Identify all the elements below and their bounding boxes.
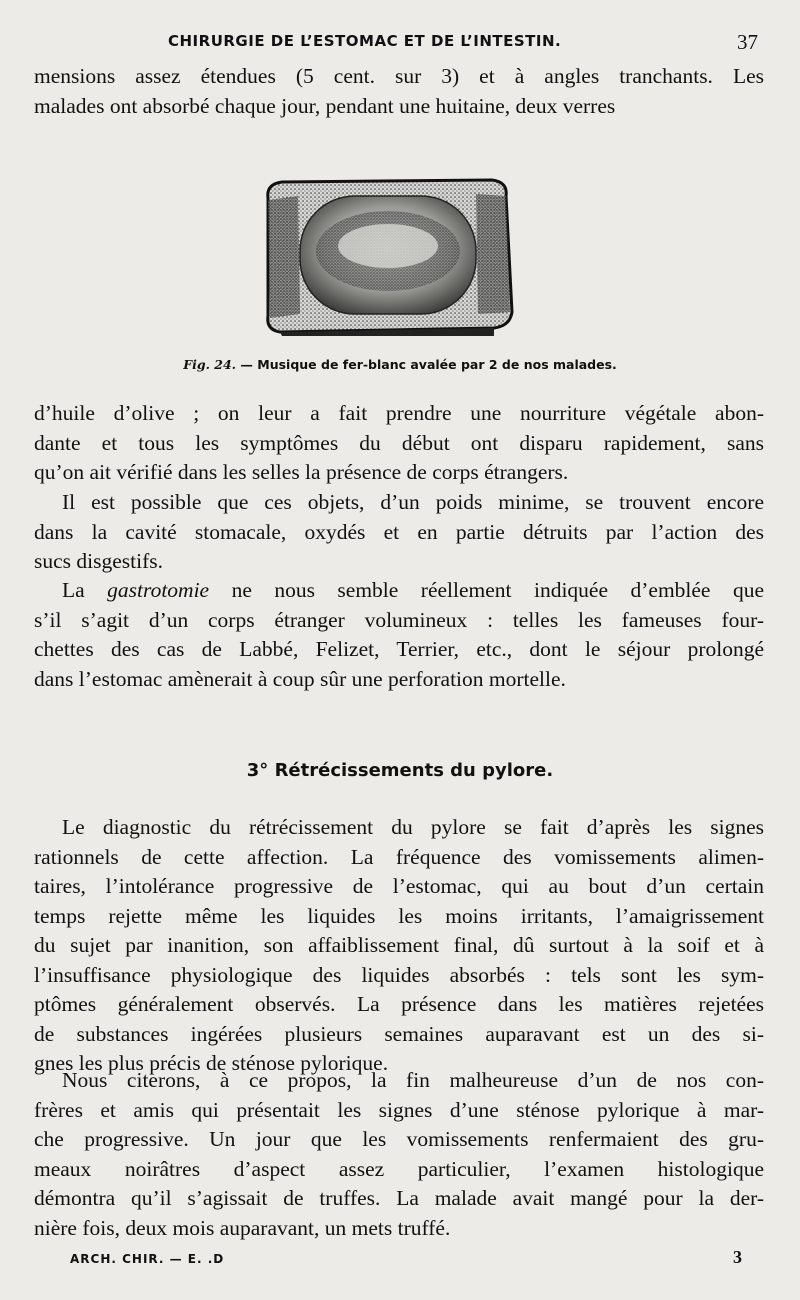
text-line: ptômes généralement observés. La présence dans les matières rejetées [34, 992, 764, 1016]
figure-caption [0, 357, 800, 372]
text-line: chettes des cas de Labbé, Felizet, Terrier, etc., dont le séjour prolongé [34, 637, 764, 661]
figure-caption-text: — Musique de fer-blanc avalée par 2 de nos malades. [240, 357, 617, 372]
paragraph-possible [34, 488, 764, 577]
footer-sheet-number: 3 [733, 1247, 742, 1267]
text-line: temps rejette même les liquides les moins irritants, l’amaigrissement [34, 903, 764, 928]
paragraph-gastrotomie [34, 576, 764, 694]
text-line: Il est possible que ces objets, d’un poids minime, se trouvent encore [62, 490, 764, 514]
text-line: rationnels de cette affection. La fréquence des vomissements alimen- [34, 844, 764, 869]
text-fragment: ne nous semble réellement indiquée d’emblée que [209, 578, 764, 602]
paragraph-continued [34, 399, 764, 488]
running-head [28, 30, 768, 56]
paragraph-citerons [34, 1066, 764, 1243]
tin-box-illustration [262, 176, 518, 336]
text-line: gnes les plus précis de sténose pylorique. [34, 1051, 389, 1075]
text-line: malades ont absorbé chaque jour, pendant une huitaine, deux verres [34, 93, 616, 118]
text-line: dante et tous les symptômes du début ont disparu rapidement, sans [34, 430, 764, 455]
text-line: Le diagnostic du rétrécissement du pylore se fait d’après les signes [62, 815, 764, 839]
footer-signature: ARCH. CHIR. — E. .D [70, 1252, 225, 1266]
text-line: meaux noirâtres d’aspect assez particulier, l’examen histologique [34, 1156, 764, 1181]
text-line: s’il s’agit d’un corps étranger volumineux : telles les fameuses four- [34, 607, 764, 632]
running-title: CHIRURGIE DE L’ESTOMAC ET DE L’INTESTIN. [168, 32, 562, 50]
text-line: dans l’estomac amènerait à coup sûr une perforation mortelle. [34, 666, 566, 691]
figure-tin-music-box [262, 176, 518, 336]
text-line: d’huile d’olive ; on leur a fait prendre une nourriture végétale abon- [34, 401, 764, 425]
figure-label: Fig. 24. [183, 357, 237, 372]
text-line [34, 576, 764, 606]
text-line: nière fois, deux mois auparavant, un mets truffé. [34, 1215, 451, 1240]
text-line: taires, l’intolérance progressive de l’estomac, qui au bout d’un certain [34, 874, 764, 898]
page-number: 37 [737, 30, 758, 54]
text-line: che progressive. Un jour que les vomissements renfermaient des gru- [34, 1127, 764, 1151]
text-line: sucs disgestifs. [34, 549, 163, 573]
paragraph-diagnostic [34, 813, 764, 1079]
paragraph-top [34, 62, 764, 121]
text-line: dans la cavité stomacale, oxydés et en partie détruits par l’action des [34, 519, 764, 544]
text-line: Nous citerons, à ce propos, la fin malheureuse d’un de nos con- [62, 1068, 764, 1092]
text-line: l’insuffisance physiologique des liquides absorbés : tels sont les sym- [34, 962, 764, 987]
text-line: du sujet par inanition, son affaiblissement final, dû surtout à la soif et à [34, 933, 764, 957]
text-fragment: La [62, 578, 108, 602]
text-line: démontra qu’il s’agissait de truffes. La malade avait mangé pour la der- [34, 1186, 764, 1210]
emphasized-term: gastrotomie [107, 578, 210, 602]
text-line: frères et amis qui présentait les signes d’une sténose pylorique à mar- [34, 1097, 764, 1122]
section-heading: 3° Rétrécissements du pylore. [246, 760, 554, 781]
text-line: de substances ingérées plusieurs semaines auparavant est un des si- [34, 1021, 764, 1046]
text-line: qu’on ait vérifié dans les selles la présence de corps étrangers. [34, 460, 569, 484]
text-line: mensions assez étendues (5 cent. sur 3) et à angles tranchants. Les [34, 64, 764, 88]
